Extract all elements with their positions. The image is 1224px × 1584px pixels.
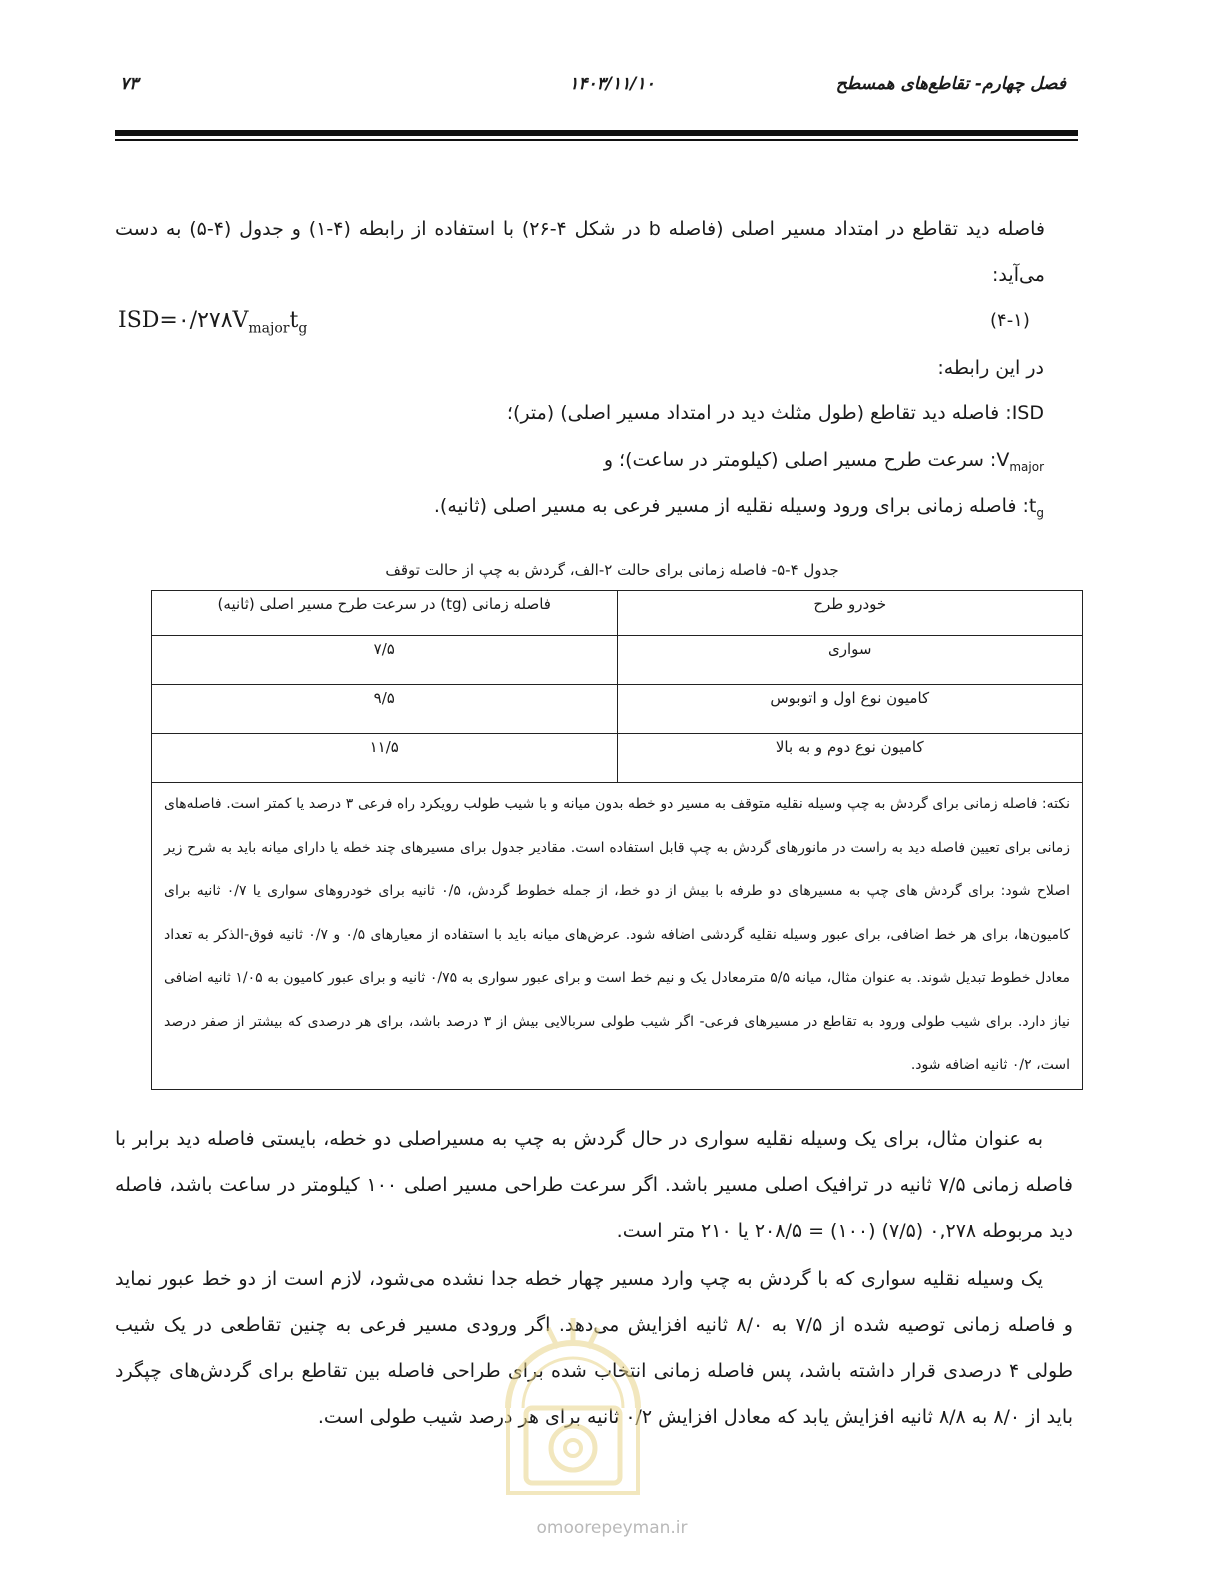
time-gap-table <box>151 590 1083 1090</box>
table-row <box>152 685 1083 734</box>
equation-lhs: ISD=۰/۲۷۸V <box>118 308 249 333</box>
example-paragraph: به عنوان مثال، برای یک وسیله نقلیه سواری در حال گردش به چپ به مسیراصلی دو خطه، بایستی فاصله دید برابر با فاصله زمانی ۷/۵ ثانیه در ترافیک اصلی مسیر باشد. اگر سرعت طراحی مسیر اصلی ۱۰۰ کیلومتر در ساعت باشد، فاصله دید مربوطه ۰,۲۷۸ (۷/۵) (۱۰۰) = ۲۰۸/۵ یا ۲۱۰ متر است. <box>115 1128 1074 1242</box>
table-cell-value: ۷/۵ <box>152 636 618 685</box>
t-symbol: $t_g$ <box>1028 495 1044 520</box>
table-header-time-gap: فاصله زمانی (tg) در سرعت طرح مسیر اصلی (ثانیه) <box>152 591 618 636</box>
isd-symbol: ISD <box>1011 402 1044 424</box>
definition-vmajor <box>604 444 1044 483</box>
header-date: ۱۴۰۳/۱۱/۱۰ <box>569 74 655 94</box>
table-header-vehicle: خودرو طرح <box>617 591 1083 636</box>
table-cell-value: ۹/۵ <box>152 685 618 734</box>
table-row <box>152 636 1083 685</box>
table-cell-vehicle: کامیون نوع اول و اتوبوس <box>617 685 1083 734</box>
header-rule <box>115 130 1078 136</box>
page-number: ۷۳ <box>120 74 139 94</box>
intro-paragraph: فاصله دید تقاطع در امتداد مسیر اصلی (فاصله b در شکل ۴-۲۶) با استفاده از رابطه (۴-۱) و جدول (۴-۵) به دست می‌آید: <box>115 218 1045 286</box>
table-row <box>152 734 1083 783</box>
isd-text: : فاصله دید تقاطع (طول مثلث دید در امتداد مسیر اصلی) (متر)؛ <box>506 402 1012 424</box>
definition-isd <box>507 397 1044 429</box>
table-note: نکته: فاصله زمانی برای گردش به چپ وسیله نقلیه متوقف به مسیر دو خطه بدون میانه و با شیب طولب رویکرد راه فرعی ۳ درصد یا کمتر است. فاصله‌های زمانی برای تعیین فاصله دید به راست در مانورهای گردش به چپ قابل استفاده است. مقادیر جدول برای مسیرهای چند خطه یا دارای میانه باید به شرح زیر اصلاح شود: برای گردش های چپ به مسیرهای دو طرفه با بیش از دو خط، از جمله خطوط گردش، ۰/۵ ثانیه برای خودروهای سواری یا ۰/۷ ثانیه برای کامیون‌ها، برای هر خط اضافی، برای عبور وسیله نقلیه گردشی اضافه شود. عرض‌های میانه باید با استفاده از معیارهای ۰/۵ و ۰/۷ ثانیه فوق-الذکر به تعداد معادل خطوط تبدیل شوند. به عنوان مثال، میانه ۵/۵ مترمعادل یک و نیم خط است و برای عبور سواری به ۰/۷۵ ثانیه و برای عبور کامیون به ۱/۰۵ ثانیه اضافی نیاز دارد. برای شیب طولی ورود به تقاطع در مسیرهای فرعی- اگر شیب طولی سربالایی بیش از ۳ درصد باشد، برای هر درصدی که بیشتر از صفر درصد است، ۰/۲ ثانیه اضافه شود. <box>152 783 1083 1090</box>
table-note-row <box>152 783 1083 1090</box>
watermark-site: omoorepeyman.ir <box>536 1518 688 1538</box>
table-caption: جدول ۴-۵- فاصله زمانی برای حالت ۲-الف، گردش به چپ از حالت توقف <box>385 561 839 579</box>
equation-sub-g: g <box>298 320 308 337</box>
table-header-row <box>152 591 1083 636</box>
four-lane-paragraph: یک وسیله نقلیه سواری که با گردش به چپ وارد مسیر چهار خطه جدا نشده می‌شود، لازم است از دو خط عبور نماید و فاصله زمانی توصیه شده از ۷/۵ به ۸/۰ ثانیه افزایش می‌دهد. اگر ورودی مسیر فرعی به چنین تقاطعی در یک شیب طولی ۴ درصدی قرار داشته باشد، پس فاصله زمانی انتخاب شده برای طراحی فاصله بین تقاطع برای گردش‌های چپگرد باید از ۸/۰ به ۸/۸ ثانیه افزایش یابد که معادل افزایش ۰/۲ ثانیه برای هر درصد شیب طولی است. <box>115 1268 1073 1428</box>
table-cell-vehicle: سواری <box>617 636 1083 685</box>
definitions-intro: در این رابطه: <box>937 357 1044 379</box>
table-cell-vehicle: کامیون نوع دوم و به بالا <box>617 734 1083 783</box>
equation-t: t <box>289 308 299 333</box>
equation <box>118 306 307 343</box>
chapter-title: فصل چهارم- تقاطع‌های همسطح <box>835 74 1066 94</box>
table-cell-value: ۱۱/۵ <box>152 734 618 783</box>
equation-number: (۴-۱) <box>990 310 1030 331</box>
equation-sub-major: major <box>248 320 290 337</box>
v-symbol: $V_{major}$ <box>996 449 1044 474</box>
definition-tg <box>434 490 1044 529</box>
v-text: : سرعت طرح مسیر اصلی (کیلومتر در ساعت)؛ و <box>603 449 997 471</box>
header-rule-thin <box>115 139 1078 141</box>
seal-logo-icon <box>488 1298 658 1503</box>
t-text: : فاصله زمانی برای ورود وسیله نقلیه از مسیر فرعی به مسیر اصلی (ثانیه). <box>433 495 1029 517</box>
